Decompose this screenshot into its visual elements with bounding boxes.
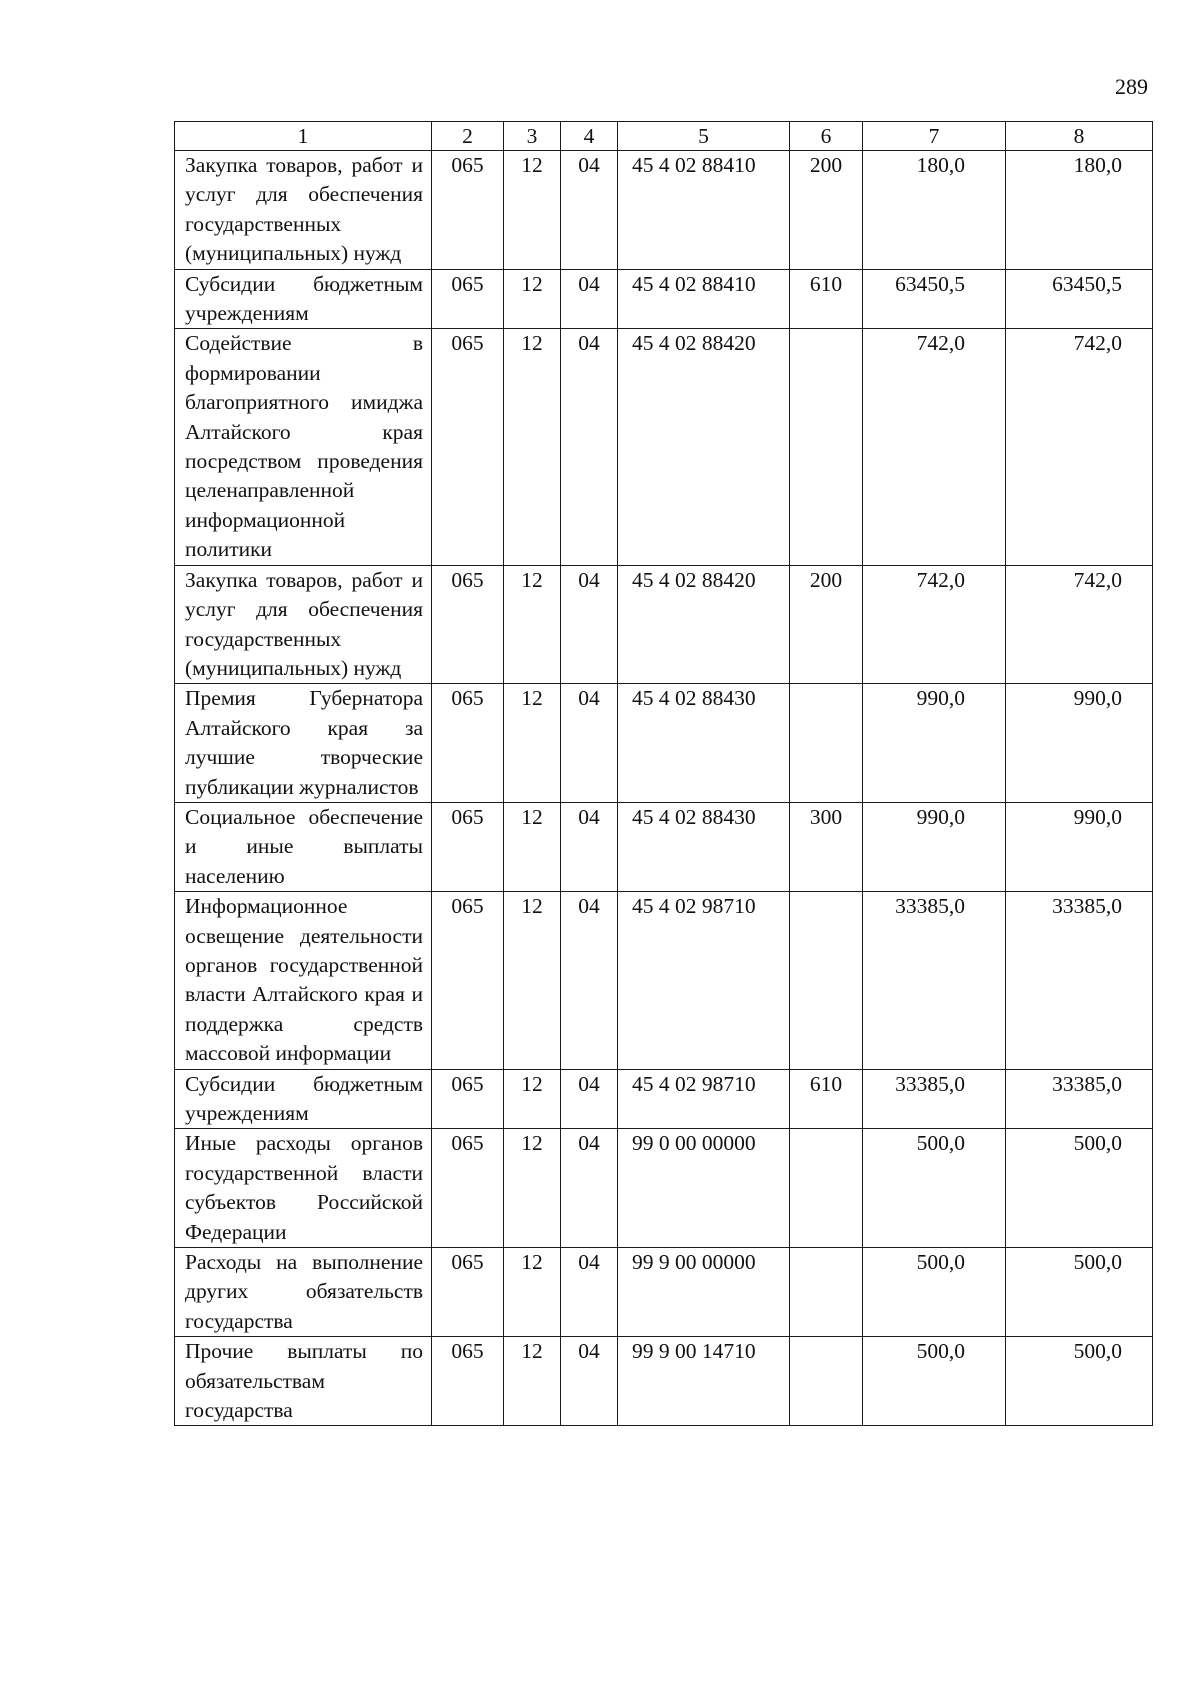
row-section-code: 12 bbox=[504, 1129, 561, 1248]
row-name: Информационное освещение деятельности органов государственной власти Алтайского края и поддержка средств массовой информации bbox=[175, 892, 432, 1069]
row-amount-col7: 742,0 bbox=[863, 565, 1006, 684]
row-amount-col7: 180,0 bbox=[863, 151, 1006, 270]
row-ministry-code: 065 bbox=[432, 329, 504, 565]
row-expense-type: 610 bbox=[790, 269, 863, 329]
row-section-code: 12 bbox=[504, 684, 561, 803]
table-row bbox=[175, 329, 1153, 565]
row-expense-type: 200 bbox=[790, 565, 863, 684]
row-name: Прочие выплаты по обязательствам государства bbox=[175, 1337, 432, 1426]
row-target-article: 45 4 02 98710 bbox=[618, 1069, 790, 1129]
row-expense-type bbox=[790, 1248, 863, 1337]
row-subsection-code: 04 bbox=[561, 802, 618, 891]
row-name: Социальное обеспечение и иные выплаты населению bbox=[175, 802, 432, 891]
row-target-article: 45 4 02 88430 bbox=[618, 684, 790, 803]
row-expense-type: 200 bbox=[790, 151, 863, 270]
row-subsection-code: 04 bbox=[561, 1337, 618, 1426]
table-row bbox=[175, 892, 1153, 1069]
row-amount-col8: 33385,0 bbox=[1006, 1069, 1153, 1129]
table-row bbox=[175, 802, 1153, 891]
row-ministry-code: 065 bbox=[432, 1129, 504, 1248]
row-ministry-code: 065 bbox=[432, 1337, 504, 1426]
row-ministry-code: 065 bbox=[432, 684, 504, 803]
table-row bbox=[175, 1337, 1153, 1426]
row-target-article: 45 4 02 98710 bbox=[618, 892, 790, 1069]
row-target-article: 99 9 00 00000 bbox=[618, 1248, 790, 1337]
row-subsection-code: 04 bbox=[561, 1069, 618, 1129]
header-col-7: 7 bbox=[863, 122, 1006, 151]
row-expense-type: 300 bbox=[790, 802, 863, 891]
row-amount-col8: 500,0 bbox=[1006, 1129, 1153, 1248]
header-col-5: 5 bbox=[618, 122, 790, 151]
table-row bbox=[175, 1129, 1153, 1248]
row-name: Иные расходы органов государственной власти субъектов Российской Федерации bbox=[175, 1129, 432, 1248]
row-amount-col8: 990,0 bbox=[1006, 684, 1153, 803]
row-section-code: 12 bbox=[504, 1337, 561, 1426]
row-name: Расходы на выполнение других обязательств государства bbox=[175, 1248, 432, 1337]
row-name: Закупка товаров, работ и услуг для обеспечения государственных (муниципальных) нужд bbox=[175, 151, 432, 270]
row-subsection-code: 04 bbox=[561, 892, 618, 1069]
row-amount-col7: 33385,0 bbox=[863, 1069, 1006, 1129]
row-expense-type bbox=[790, 684, 863, 803]
row-section-code: 12 bbox=[504, 1069, 561, 1129]
row-amount-col7: 500,0 bbox=[863, 1129, 1006, 1248]
row-subsection-code: 04 bbox=[561, 684, 618, 803]
row-expense-type bbox=[790, 1337, 863, 1426]
row-target-article: 99 9 00 14710 bbox=[618, 1337, 790, 1426]
row-section-code: 12 bbox=[504, 269, 561, 329]
row-subsection-code: 04 bbox=[561, 1129, 618, 1248]
row-subsection-code: 04 bbox=[561, 151, 618, 270]
row-name: Закупка товаров, работ и услуг для обеспечения государственных (муниципальных) нужд bbox=[175, 565, 432, 684]
row-section-code: 12 bbox=[504, 802, 561, 891]
budget-table bbox=[174, 121, 1153, 1426]
row-expense-type bbox=[790, 329, 863, 565]
row-amount-col8: 990,0 bbox=[1006, 802, 1153, 891]
row-section-code: 12 bbox=[504, 565, 561, 684]
row-name: Субсидии бюджетным учреждениям bbox=[175, 1069, 432, 1129]
row-amount-col7: 63450,5 bbox=[863, 269, 1006, 329]
row-amount-col7: 500,0 bbox=[863, 1337, 1006, 1426]
row-section-code: 12 bbox=[504, 1248, 561, 1337]
table-row bbox=[175, 565, 1153, 684]
row-amount-col7: 500,0 bbox=[863, 1248, 1006, 1337]
row-amount-col7: 33385,0 bbox=[863, 892, 1006, 1069]
row-amount-col7: 742,0 bbox=[863, 329, 1006, 565]
row-name: Субсидии бюджетным учреждениям bbox=[175, 269, 432, 329]
row-amount-col8: 33385,0 bbox=[1006, 892, 1153, 1069]
row-amount-col8: 500,0 bbox=[1006, 1248, 1153, 1337]
row-subsection-code: 04 bbox=[561, 565, 618, 684]
row-expense-type bbox=[790, 1129, 863, 1248]
row-target-article: 45 4 02 88420 bbox=[618, 329, 790, 565]
row-amount-col8: 500,0 bbox=[1006, 1337, 1153, 1426]
row-expense-type bbox=[790, 892, 863, 1069]
row-target-article: 45 4 02 88410 bbox=[618, 151, 790, 270]
row-ministry-code: 065 bbox=[432, 565, 504, 684]
row-amount-col7: 990,0 bbox=[863, 802, 1006, 891]
row-section-code: 12 bbox=[504, 329, 561, 565]
row-subsection-code: 04 bbox=[561, 329, 618, 565]
row-ministry-code: 065 bbox=[432, 151, 504, 270]
row-subsection-code: 04 bbox=[561, 1248, 618, 1337]
row-ministry-code: 065 bbox=[432, 892, 504, 1069]
page-number: 289 bbox=[1115, 74, 1148, 99]
row-section-code: 12 bbox=[504, 151, 561, 270]
row-amount-col8: 180,0 bbox=[1006, 151, 1153, 270]
row-ministry-code: 065 bbox=[432, 269, 504, 329]
row-target-article: 99 0 00 00000 bbox=[618, 1129, 790, 1248]
row-expense-type: 610 bbox=[790, 1069, 863, 1129]
table-row bbox=[175, 151, 1153, 270]
row-ministry-code: 065 bbox=[432, 802, 504, 891]
table-row bbox=[175, 684, 1153, 803]
table-row bbox=[175, 1248, 1153, 1337]
table-header-row bbox=[175, 122, 1153, 151]
row-name: Содействие в формировании благоприятного имиджа Алтайского края посредством проведения целенаправленной информационной политики bbox=[175, 329, 432, 565]
header-col-3: 3 bbox=[504, 122, 561, 151]
header-col-2: 2 bbox=[432, 122, 504, 151]
row-target-article: 45 4 02 88410 bbox=[618, 269, 790, 329]
row-ministry-code: 065 bbox=[432, 1069, 504, 1129]
row-ministry-code: 065 bbox=[432, 1248, 504, 1337]
row-subsection-code: 04 bbox=[561, 269, 618, 329]
row-amount-col8: 63450,5 bbox=[1006, 269, 1153, 329]
header-col-1: 1 bbox=[175, 122, 432, 151]
table-row bbox=[175, 269, 1153, 329]
row-name: Премия Губернатора Алтайского края за лучшие творческие публикации журналистов bbox=[175, 684, 432, 803]
row-amount-col8: 742,0 bbox=[1006, 565, 1153, 684]
header-col-6: 6 bbox=[790, 122, 863, 151]
header-col-8: 8 bbox=[1006, 122, 1153, 151]
row-target-article: 45 4 02 88420 bbox=[618, 565, 790, 684]
row-amount-col7: 990,0 bbox=[863, 684, 1006, 803]
table-row bbox=[175, 1069, 1153, 1129]
header-col-4: 4 bbox=[561, 122, 618, 151]
row-section-code: 12 bbox=[504, 892, 561, 1069]
row-target-article: 45 4 02 88430 bbox=[618, 802, 790, 891]
row-amount-col8: 742,0 bbox=[1006, 329, 1153, 565]
